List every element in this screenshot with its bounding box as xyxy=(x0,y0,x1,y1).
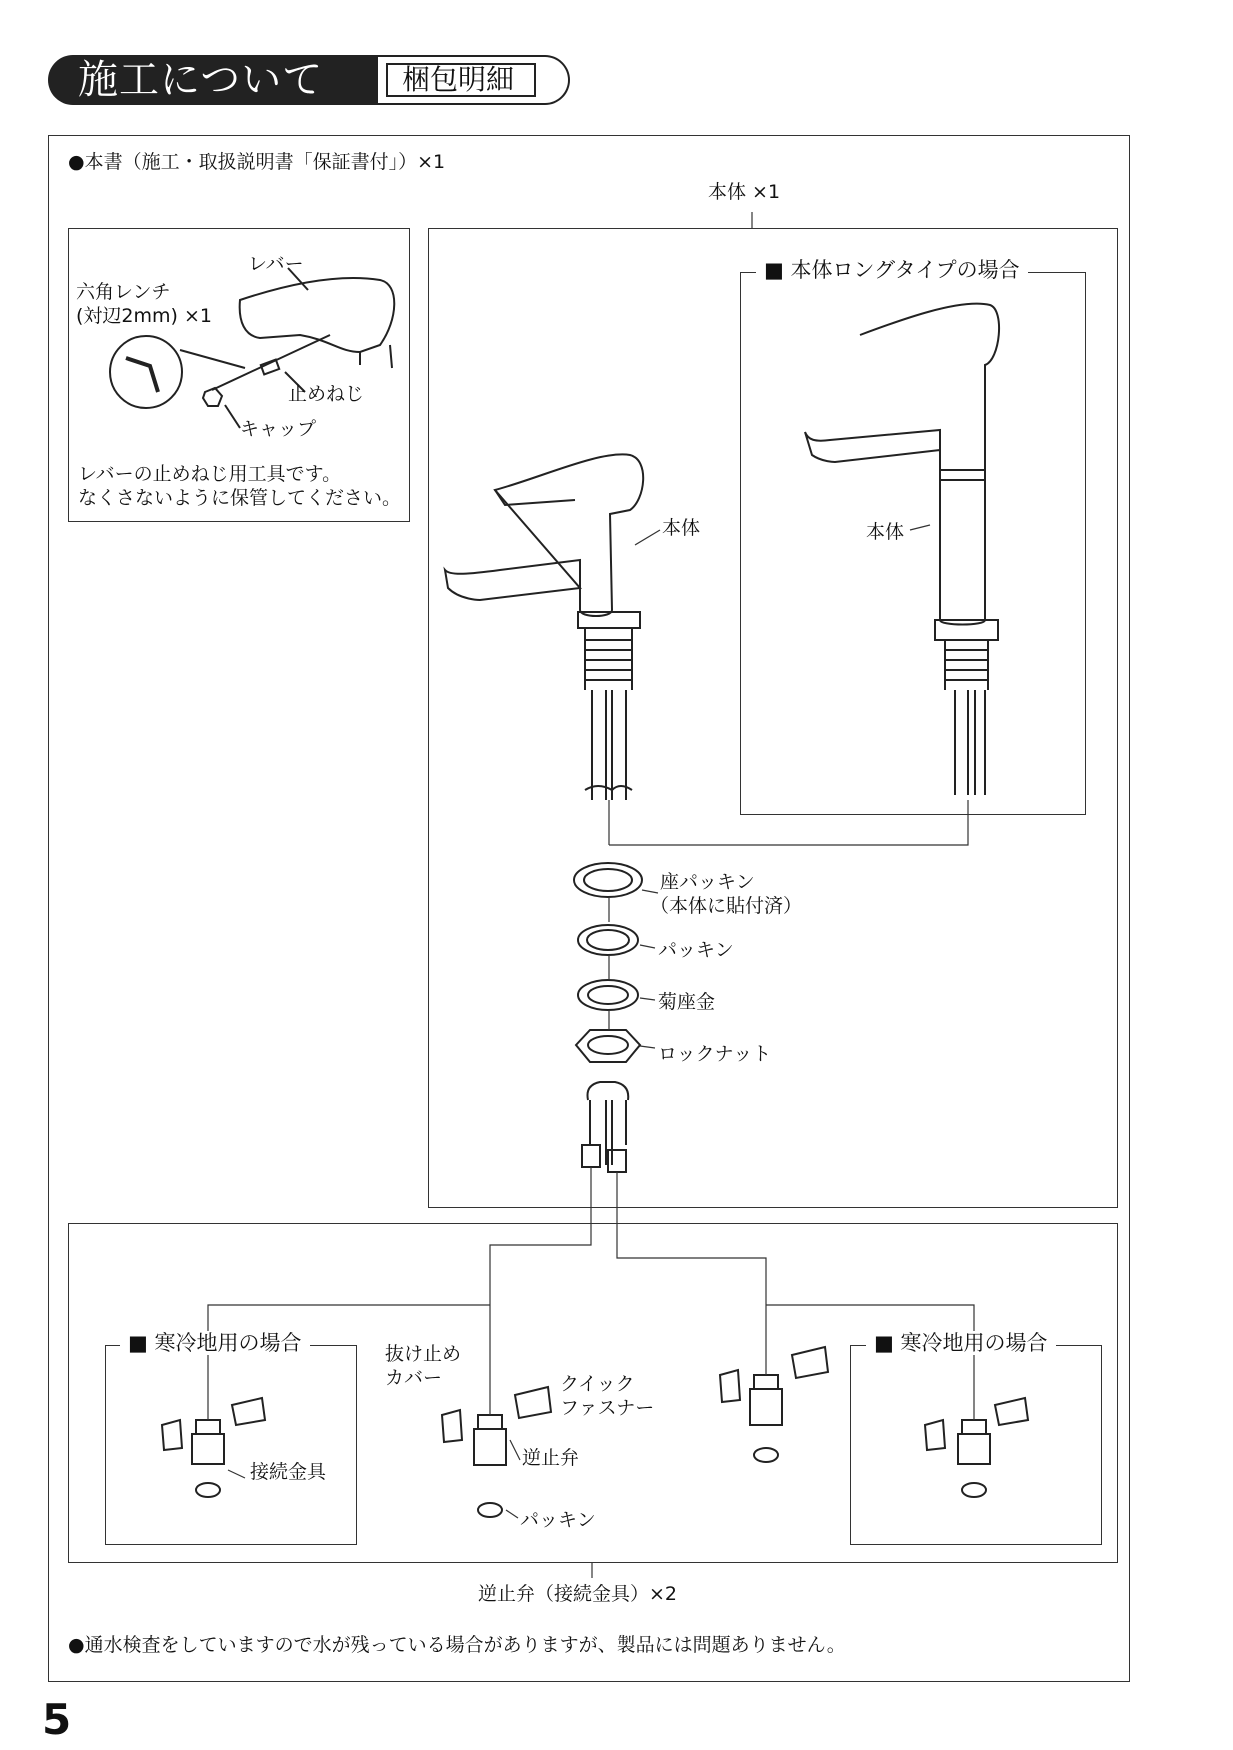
cold-region-title-right: ■ 寒冷地用の場合 xyxy=(866,1331,1056,1355)
long-body-label: 本体 xyxy=(866,521,905,543)
section-title: 施工について xyxy=(48,55,378,105)
wrench-label-line2: (対辺2mm) ×1 xyxy=(76,305,212,327)
valve-caption: 逆止弁（接続金具）×2 xyxy=(478,1583,678,1605)
wrench-label-line1: 六角レンチ xyxy=(76,281,171,303)
washer-label: 菊座金 xyxy=(658,991,716,1013)
valve-packing-label: パッキン xyxy=(520,1509,596,1531)
stop-cover-label-line1: 抜け止め xyxy=(385,1343,462,1365)
section-subtitle: 梱包明細 xyxy=(386,63,536,97)
page-number: 5 xyxy=(42,1695,72,1744)
water-note: ●通水検査をしていますので水が残っている場合がありますが、製品には問題ありません。 xyxy=(68,1634,846,1656)
tool-desc-line2: なくさないように保管してください。 xyxy=(78,487,402,509)
check-valve-cold-right-icon xyxy=(925,1398,1028,1497)
faucet-body-icon xyxy=(445,454,643,616)
fitting-label: 接続金具 xyxy=(250,1461,327,1483)
long-type-title: ■ 本体ロングタイプの場合 xyxy=(756,258,1028,282)
check-valve-right-icon xyxy=(720,1347,828,1462)
hex-wrench-icon xyxy=(126,358,158,392)
quick-fastener-label-line2: ファスナー xyxy=(560,1397,655,1419)
lock-nut-label: ロックナット xyxy=(658,1043,772,1065)
manual-note: ●本書（施工・取扱説明書「保証書付」）×1 xyxy=(68,151,446,173)
stop-cover-label-line2: カバー xyxy=(385,1367,443,1389)
lock-nut-icon xyxy=(576,1030,640,1062)
lever-label: レバー xyxy=(248,253,304,275)
set-screw-label: 止めねじ xyxy=(288,383,365,405)
tool-desc-line1: レバーの止めねじ用工具です。 xyxy=(78,463,342,485)
cold-region-title-left: ■ 寒冷地用の場合 xyxy=(120,1331,310,1355)
body-label: 本体 xyxy=(662,517,701,539)
seat-packing-label-line1: 座パッキン xyxy=(660,871,755,893)
body-section-title: 本体 ×1 xyxy=(708,181,781,203)
cap-label: キャップ xyxy=(240,418,317,440)
long-faucet-body-icon xyxy=(805,304,999,625)
wrench-detail-circle xyxy=(110,336,182,408)
check-valve-label: 逆止弁 xyxy=(522,1447,580,1469)
quick-fastener-label-line1: クイック xyxy=(560,1373,635,1395)
seat-packing-label-line2: （本体に貼付済） xyxy=(650,895,803,917)
packing-label: パッキン xyxy=(658,939,734,961)
